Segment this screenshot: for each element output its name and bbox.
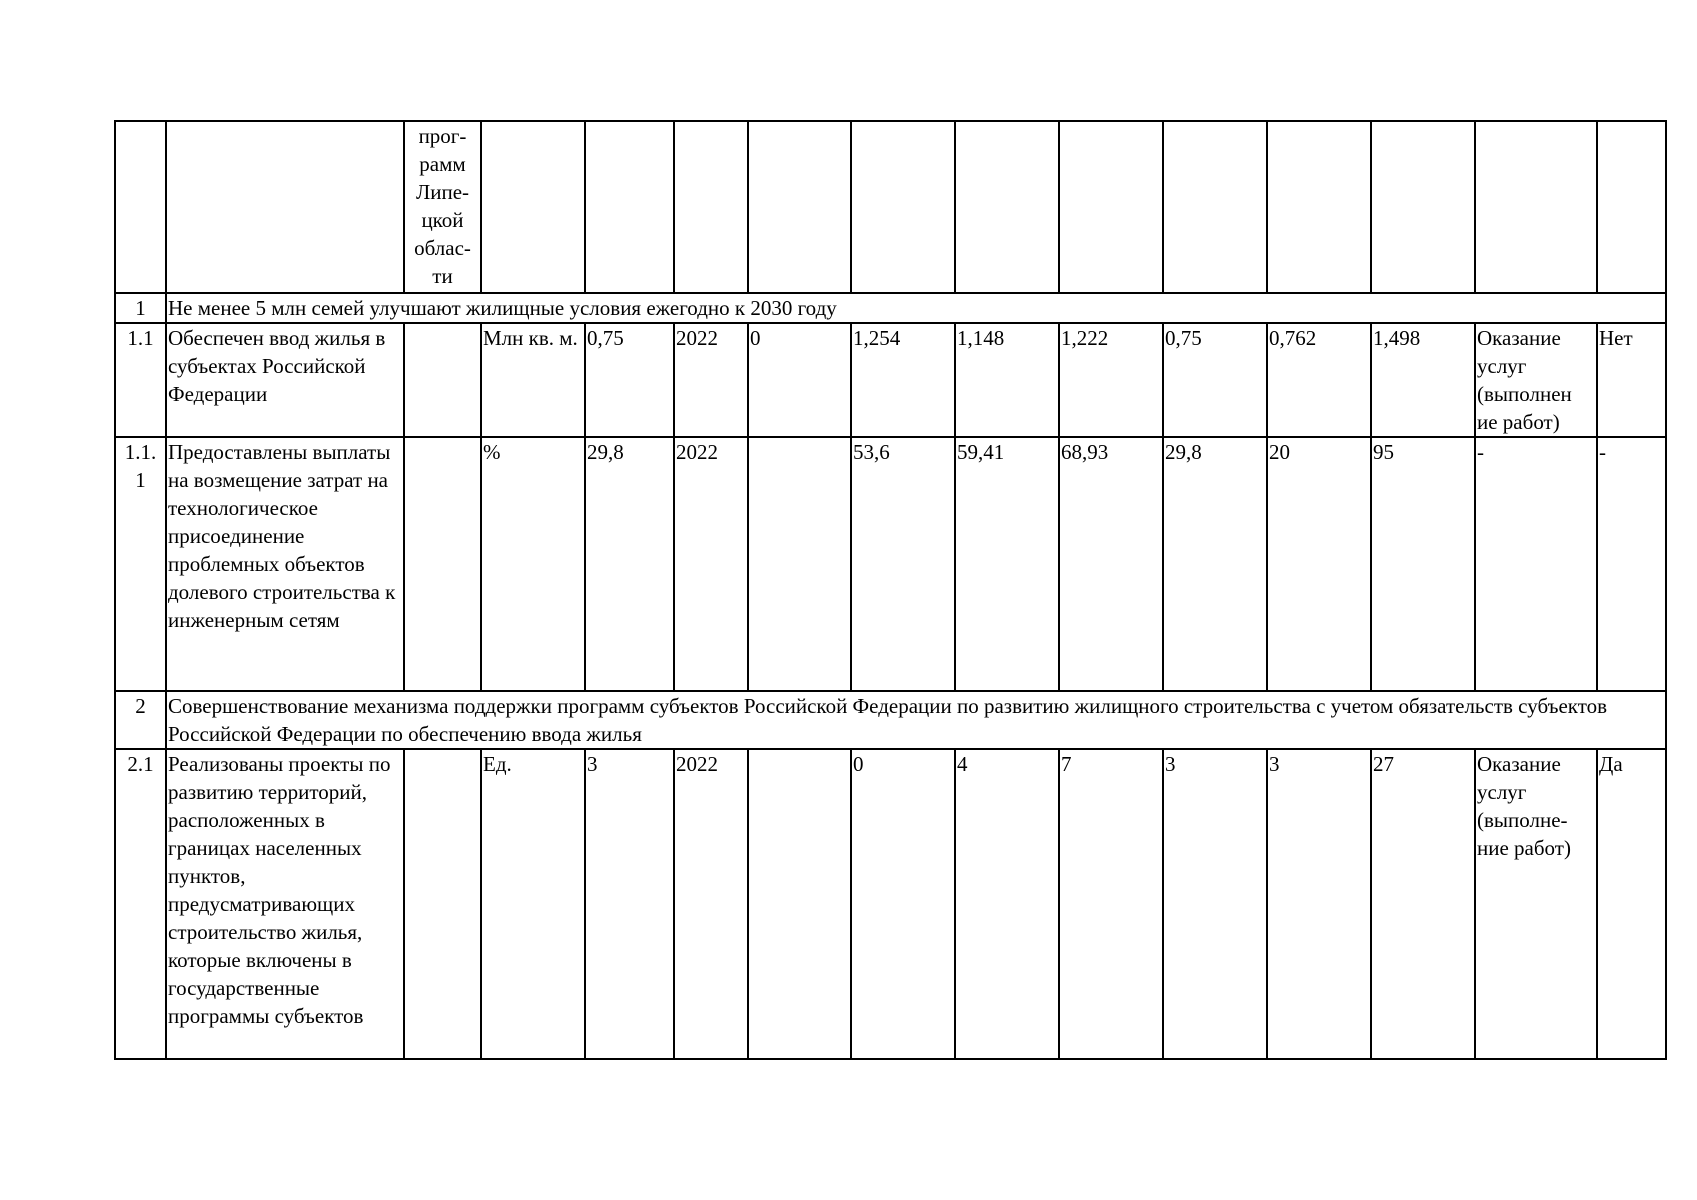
value-cell: 59,41	[955, 437, 1059, 691]
header-cell-empty	[851, 121, 955, 293]
table-row	[115, 437, 1666, 691]
header-cell-empty	[166, 121, 404, 293]
value-cell: 4	[955, 749, 1059, 1059]
value-cell: 95	[1371, 437, 1475, 691]
header-continuation-row	[115, 121, 1666, 293]
header-cell-empty	[115, 121, 166, 293]
value-cell: 3	[1163, 749, 1267, 1059]
type-cell: Оказание услуг (выполнен ие работ)	[1475, 323, 1597, 437]
value-cell: 1,254	[851, 323, 955, 437]
value-cell: 7	[1059, 749, 1163, 1059]
header-cell-empty	[481, 121, 585, 293]
header-cell-empty	[1475, 121, 1597, 293]
header-cell-empty	[1267, 121, 1371, 293]
flag-cell: Да	[1597, 749, 1666, 1059]
cell-col7	[748, 437, 851, 691]
cell-col7	[748, 749, 851, 1059]
value-cell: 53,6	[851, 437, 955, 691]
header-cell-empty	[748, 121, 851, 293]
value-cell: 29,8	[1163, 437, 1267, 691]
base-year-cell: 2022	[674, 749, 748, 1059]
value-cell: 0,75	[1163, 323, 1267, 437]
indicators-table	[114, 120, 1667, 1060]
value-cell: 1,148	[955, 323, 1059, 437]
cell-col3	[404, 437, 481, 691]
base-year-cell: 2022	[674, 323, 748, 437]
row-number: 1.1	[115, 323, 166, 437]
value-cell: 1,498	[1371, 323, 1475, 437]
header-text-line: ти	[432, 264, 453, 288]
base-value-cell: 29,8	[585, 437, 674, 691]
header-cell-empty	[1059, 121, 1163, 293]
header-cell-empty	[1371, 121, 1475, 293]
header-cell-empty	[585, 121, 674, 293]
base-value-cell: 0,75	[585, 323, 674, 437]
indicator-name: Обеспечен ввод жилья в субъектах Российской Федерации	[166, 323, 404, 437]
indicator-name: Реализованы проекты по развитию территорий, расположенных в границах населенных пунктов, предусматривающих строительство жилья, которые включены в государственные программы субъектов	[166, 749, 404, 1059]
section-number: 2	[115, 691, 166, 749]
header-text-line: рамм	[419, 152, 466, 176]
cell-col3	[404, 323, 481, 437]
header-cell-empty	[1597, 121, 1666, 293]
table-row	[115, 749, 1666, 1059]
unit-cell: Млн кв. м.	[481, 323, 585, 437]
table-row	[115, 323, 1666, 437]
header-text-line: облас-	[414, 236, 471, 260]
flag-cell: Нет	[1597, 323, 1666, 437]
header-cell-program	[404, 121, 481, 293]
value-cell: 0,762	[1267, 323, 1371, 437]
cell-col3	[404, 749, 481, 1059]
header-cell-empty	[674, 121, 748, 293]
value-cell: 0	[851, 749, 955, 1059]
type-cell: -	[1475, 437, 1597, 691]
header-cell-empty	[1163, 121, 1267, 293]
value-cell: 20	[1267, 437, 1371, 691]
section-title: Совершенствование механизма поддержки программ субъектов Российской Федерации по развитию жилищного строительства с учетом обязательств субъектов Российской Федерации по обеспечению ввода жилья	[166, 691, 1666, 749]
base-value-cell: 3	[585, 749, 674, 1059]
indicator-name: Предоставлены выплаты на возмещение затрат на технологическое присоединение проблемных объектов долевого строительства к инженерным сетям	[166, 437, 404, 691]
unit-cell: Ед.	[481, 749, 585, 1059]
header-text-line: Липе-	[415, 180, 470, 204]
cell-col7: 0	[748, 323, 851, 437]
value-cell: 1,222	[1059, 323, 1163, 437]
section-row	[115, 293, 1666, 323]
row-number: 1.1. 1	[115, 437, 166, 691]
base-year-cell: 2022	[674, 437, 748, 691]
row-number: 2.1	[115, 749, 166, 1059]
unit-cell: %	[481, 437, 585, 691]
value-cell: 68,93	[1059, 437, 1163, 691]
header-text-line: цкой	[421, 208, 464, 232]
section-title: Не менее 5 млн семей улучшают жилищные условия ежегодно к 2030 году	[166, 293, 1666, 323]
value-cell: 27	[1371, 749, 1475, 1059]
header-text-line: прог-	[418, 124, 467, 148]
header-cell-empty	[955, 121, 1059, 293]
type-cell: Оказание услуг (выполне-ние работ)	[1475, 749, 1597, 1059]
section-number: 1	[115, 293, 166, 323]
value-cell: 3	[1267, 749, 1371, 1059]
section-row	[115, 691, 1666, 749]
flag-cell: -	[1597, 437, 1666, 691]
